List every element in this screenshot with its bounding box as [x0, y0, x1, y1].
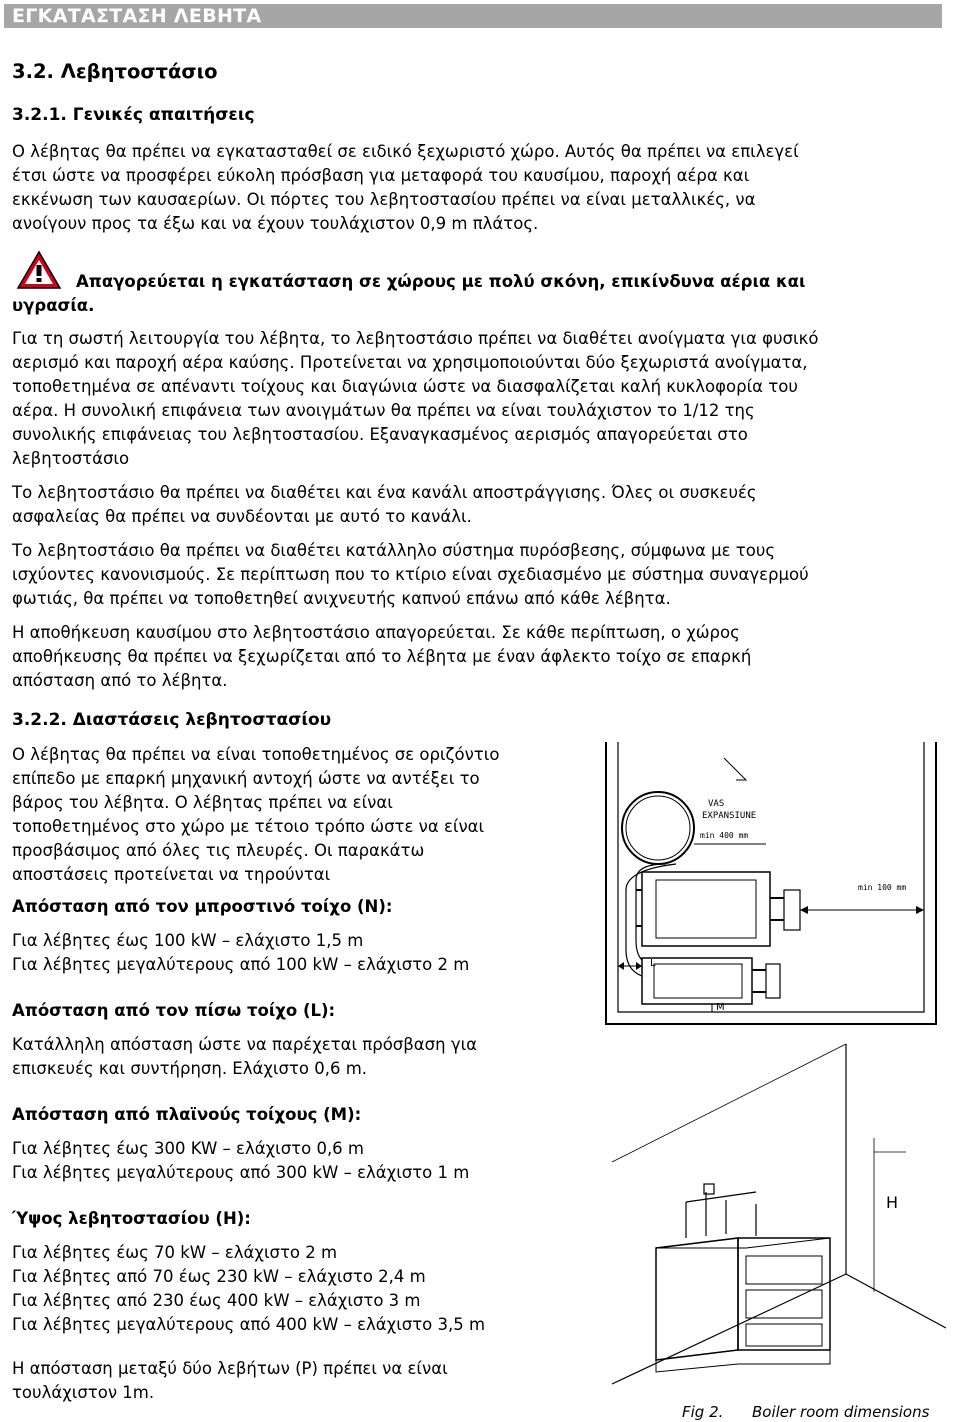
text-line: Ο λέβητας θα πρέπει να εγκατασταθεί σε ειδικό ξεχωριστό χώρο. Αυτός θα πρέπει να επιλεγεί: [12, 142, 799, 161]
figure-caption: Boiler room dimensions: [752, 1403, 930, 1421]
text-line: εκκένωση των καυσαερίων. Οι πόρτες του λεβητοστασίου πρέπει να είναι μεταλλικές, να: [12, 190, 756, 209]
paragraph-placement: [12, 743, 580, 887]
text-line: τοποθετημένος στο χώρο με τέτοιο τρόπο ώστε να είναι: [12, 817, 485, 836]
text-line: Κατάλληλη απόσταση ώστε να παρέχεται πρόσβαση για: [12, 1035, 478, 1054]
text-line: βάρος του λέβητα. Ο λέβητας πρέπει να είναι: [12, 793, 393, 812]
text-line: προσβάσιμος από όλες τις πλευρές. Οι παρακάτω: [12, 841, 425, 860]
text-line: Για λέβητες μεγαλύτερους από 100 kW – ελάχιστο 2 m: [12, 955, 470, 974]
text-line: τοποθετημένα σε απέναντι τοίχους και διαγώνια ώστε να διασφαλίζεται καλή κυκλοφορία του: [12, 377, 798, 396]
paragraph-drain: [12, 481, 932, 529]
text-line: λεβητοστάσιο: [12, 449, 130, 468]
text-line: φωτιάς, θα πρέπει να τοποθετηθεί ανιχνευτής καπνού επάνω από κάθε λέβητα.: [12, 589, 671, 608]
dimension-H-label: H: [886, 1193, 899, 1212]
side-wall-title: Απόσταση από πλαϊνούς τοίχους (M):: [12, 1105, 362, 1124]
text-line: Για λέβητες έως 100 kW – ελάχιστο 1,5 m: [12, 931, 364, 950]
text-line: Για λέβητες από 230 έως 400 kW – ελάχιστο 3 m: [12, 1291, 421, 1310]
text-line: ανοίγουν προς τα έξω και να έχουν τουλάχιστον 0,9 m πλάτος.: [12, 214, 539, 233]
min-100-label: min 100 mm: [858, 883, 907, 892]
paragraph-fire: [12, 539, 932, 611]
text-line: αποθήκευσης θα πρέπει να ξεχωρίζεται από το λέβητα με έναν άφλεκτο τοίχο σε επαρκή: [12, 647, 752, 666]
chapter-header: ΕΓΚΑΤΑΣΤΑΣΗ ΛΕΒΗΤΑ: [4, 4, 942, 28]
dimension-L-label: L: [650, 958, 656, 969]
text-line: συνολικής επιφάνειας του λεβητοστασίου. Εξαναγκασμένος αερισμός απαγορεύεται στο: [12, 425, 748, 444]
room-height-title: Ύψος λεβητοστασίου (H):: [12, 1209, 251, 1228]
text-line: Για λέβητες έως 70 kW – ελάχιστο 2 m: [12, 1243, 338, 1262]
text-line: αέρα. Η συνολική επιφάνεια των ανοιγμάτων θα πρέπει να είναι τουλάχιστον το 1/12 της: [12, 401, 755, 420]
room-height-list: [12, 1241, 580, 1337]
warning-text: Απαγορεύεται η εγκατάσταση σε χώρους με πολύ σκόνη, επικίνδυνα αέρια και: [76, 272, 806, 291]
text-line: Το λεβητοστάσιο θα πρέπει να διαθέτει και ένα κανάλι αποστράγγισης. Όλες οι συσκευές: [12, 483, 757, 502]
min-400-label: min 400 mm: [700, 831, 749, 840]
front-wall-list: [12, 929, 580, 977]
boiler-room-plan-diagram: [596, 740, 948, 1030]
text-line: έτσι ώστε να προσφέρει εύκολη πρόσβαση για μεταφορά του καυσίμου, παροχή αέρα και: [12, 166, 750, 185]
vessel-label-2: EXPANSIUNE: [702, 811, 757, 821]
text-line: επισκευές και συντήρηση. Ελάχιστο 0,6 m.: [12, 1059, 368, 1078]
text-line: αποστάσεις προτείνεται να τηρούνται: [12, 865, 331, 884]
text-line: Για λέβητες μεγαλύτερους από 400 kW – ελάχιστο 3,5 m: [12, 1315, 486, 1334]
text-line: Η αποθήκευση καυσίμου στο λεβητοστάσιο απαγορεύεται. Σε κάθε περίπτωση, ο χώρος: [12, 623, 740, 642]
subsection-heading-dimensions: 3.2.2. Διαστάσεις λεβητοστασίου: [12, 710, 332, 730]
dimension-M-label: M: [716, 1002, 725, 1013]
text-line: απόσταση από το λέβητα.: [12, 671, 228, 690]
text-line: Για λέβητες από 70 έως 230 kW – ελάχιστο 2,4 m: [12, 1267, 426, 1286]
text-line: Η απόσταση μεταξύ δύο λεβήτων (P) πρέπει να είναι: [12, 1359, 448, 1378]
warning-icon: [16, 250, 62, 290]
boiler-room-3d-diagram: [596, 1042, 950, 1394]
text-line: Ο λέβητας θα πρέπει να είναι τοποθετημένος σε οριζόντιο: [12, 745, 500, 764]
text-line: Το λεβητοστάσιο θα πρέπει να διαθέτει κατάλληλο σύστημα πυρόσβεσης, σύμφωνα με τους: [12, 541, 776, 560]
text-line: Για τη σωστή λειτουργία του λέβητα, το λεβητοστάσιο πρέπει να διαθέτει ανοίγματα για φυσικό: [12, 329, 819, 348]
back-wall-text: [12, 1033, 580, 1081]
paragraph-location: [12, 140, 932, 236]
text-line: ισχύοντες κανονισμούς. Σε περίπτωση που το κτίριο είναι σχεδιασμένο με σύστημα συναγερμού: [12, 565, 809, 584]
text-line: αερισμό και παροχή αέρα καύσης. Προτείνεται να χρησιμοποιούνται δύο ξεχωριστά ανοίγματα,: [12, 353, 808, 372]
warning-text-cont: υγρασία.: [12, 296, 95, 315]
figure-number: Fig 2.: [682, 1403, 724, 1421]
text-line: Για λέβητες μεγαλύτερους από 300 kW – ελάχιστο 1 m: [12, 1163, 470, 1182]
paragraph-fuel-storage: [12, 621, 932, 693]
text-line: επίπεδο με επαρκή μηχανική αντοχή ώστε να αντέξει το: [12, 769, 480, 788]
side-wall-list: [12, 1137, 580, 1185]
subsection-heading-general: 3.2.1. Γενικές απαιτήσεις: [12, 105, 255, 125]
paragraph-ventilation: [12, 327, 932, 471]
paragraph-boiler-spacing: [12, 1357, 584, 1405]
text-line: Για λέβητες έως 300 KW – ελάχιστο 0,6 m: [12, 1139, 365, 1158]
vessel-label: VAS: [708, 799, 725, 809]
back-wall-title: Απόσταση από τον πίσω τοίχο (L):: [12, 1001, 336, 1020]
text-line: τουλάχιστον 1m.: [12, 1383, 155, 1402]
section-heading: 3.2. Λεβητοστάσιο: [12, 60, 218, 83]
front-wall-title: Απόσταση από τον μπροστινό τοίχο (N):: [12, 897, 393, 916]
text-line: ασφαλείας θα πρέπει να συνδέονται με αυτό το κανάλι.: [12, 507, 472, 526]
